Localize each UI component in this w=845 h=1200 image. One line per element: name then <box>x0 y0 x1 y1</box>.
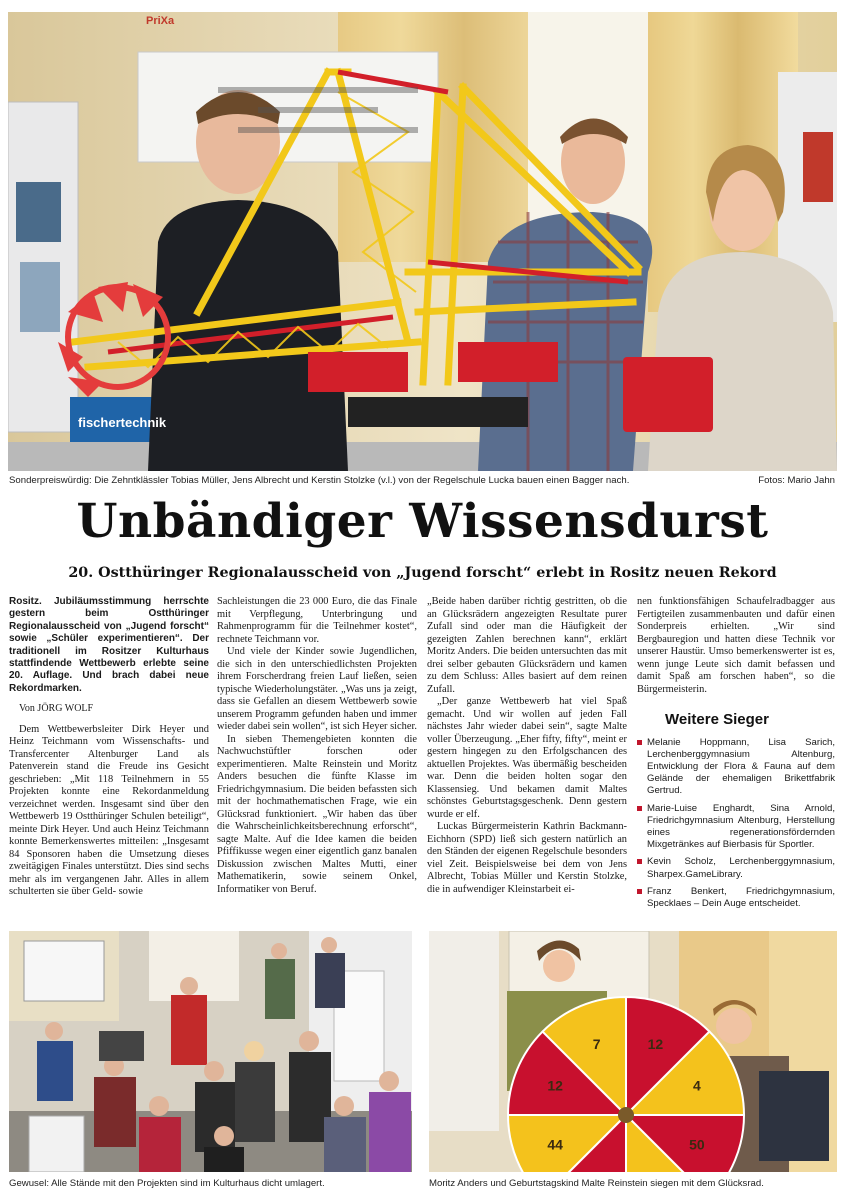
list-item <box>637 856 835 880</box>
article-paragraph: Luckas Bürgermeisterin Kathrin Backmann-Eichhorn (SPD) ließ sich gestern natürlich an den Ständen der eigenen Regelschule besonders viel Zeit. Beispielsweise bei dem von Jens Albrecht, Tobias Müller und Kerstin Stolzke, die in aufwendiger Kleinstarbeit ei- <box>427 821 627 895</box>
wheel-hub <box>618 1107 634 1123</box>
bullet-icon <box>637 889 642 894</box>
wheel-number: 50 <box>689 1136 705 1153</box>
list-item-text: Franz Benkert, Friedrichgymnasium, Specklaes – Dein Auge entscheidet. <box>647 885 835 909</box>
bottom-left-caption: Gewusel: Alle Stände mit den Projekten sind im Kulturhaus dicht umlagert. <box>9 1178 325 1189</box>
byline: Von JÖRG WOLF <box>19 703 94 715</box>
article-lead: Rositz. Jubiläumsstimmung herrschte gestern beim Ostthüringer Regionalausscheid von „Jugend forscht“ sowie „Schüler experimentieren“. Der traditionell im Rositzer Kulturhaus stattfindende Wettbewerb erlebte seine 20. Auflage. Und brach dabei neue Rekordmarken. <box>9 596 209 694</box>
article-column-1 <box>9 596 209 899</box>
wheel-number: 44 <box>547 1136 563 1153</box>
headline: Unbändiger Wissensdurst <box>76 494 769 549</box>
poster-logo: PriXa <box>146 15 175 27</box>
sidebar-title: Weitere Sieger <box>665 711 769 728</box>
article-paragraph: Dem Wettbewerbsleiter Dirk Heyer und Heinz Teichmann vom Wissenschafts- und Transfercenter Altenburger Land als Patenverein stand die Freude ins Gesicht geschrieben: „Mit 118 Teilnehmern in 55 Projekten konnte eine Rekordanmeldung verzeichnet werden. Insgesamt sind über den Wettbewerb 19 Ostthüringer Schulen beteiligt“, meinte Dirk Heyer. Und auch Heinz Teichmann konnte Bemerkenswertes mitteilen: „Insgesamt 84 Sponsoren haben die Umsetzung dieses zweitägigen Finales unterstützt. Dies sind sechs mehr als im vergangenen Jahr. Alles in allem schulterten sie über Geld- sowie <box>9 723 209 898</box>
article-paragraph: In sieben Themengebieten konnten die Nachwuchstüftler forschen oder experimentieren. Malte Reinstein und Moritz Anders besuchen die fünfte Klasse im Friedrichgymnasium. Die beiden befassten sich mit der hochmathematischen Frage, wie ein Glücksrad funktioniert. „Wir haben das über die Wahrscheinlichkeitsberechnung erforscht“, sagte Malte. Auf die Idee kamen die beiden Pfiffikusse wegen einer eigentlich ganz banalen Diskussion zwischen Maltes Mutti, einer Mathematikerin, sowie seinem Onkel, Informatiker von Beruf. <box>217 733 417 895</box>
photo-credit: Fotos: Mario Jahn <box>758 475 835 486</box>
article-paragraph: Sachleistungen die 23 000 Euro, die das Finale mit Verpflegung, Unterbringung und Rahmenprogramm für die Teilnehmer kostet“, rechnete Teichmann vor. <box>217 596 417 645</box>
article-column-4 <box>637 596 835 915</box>
winners-list <box>637 737 835 911</box>
bullet-icon <box>637 740 642 745</box>
list-item-text: Marie-Luise Enghardt, Sina Arnold, Friedrichgymnasium Altenburg, Herstellung eines regenerationsfördernden Mixgetränkes auf Bierbasis für Sportler. <box>647 802 835 851</box>
wheel-number: 12 <box>547 1077 563 1094</box>
fischertechnik-label: fischertechnik <box>78 415 167 430</box>
bottom-right-photo <box>429 931 837 1172</box>
article-column-3 <box>427 596 627 896</box>
luck-wheel <box>504 993 749 1172</box>
bullet-icon <box>637 859 642 864</box>
top-photo-caption: Sonderpreiswürdig: Die Zehntklässler Tobias Müller, Jens Albrecht und Kerstin Stolzke (v.l.) von der Regelschule Lucka bauen einen Bagger nach. <box>9 475 630 486</box>
wheel-segments <box>508 997 744 1172</box>
list-item-text: Kevin Scholz, Lerchenberggymnasium, Sharpex.GameLibrary. <box>647 856 835 880</box>
article-paragraph: nen funktionsfähigen Schaufelradbagger aus Fertigteilen zusammenbauten und dafür einen Sonderpreis erhielten. „Wir sind Bergbauregion und hatten diese Technik vor unserer Haustür. Umso bemerkenswerter ist es, wenn junge Leute sich damit befassen und damit Spaß am forschen haben“, so die Bürgermeisterin. <box>637 596 835 695</box>
bottom-left-photo <box>9 931 412 1172</box>
article-paragraph: „Der ganze Wettbewerb hat viel Spaß gemacht. Und wir wollen auf jeden Fall nächstes Jahr wieder dabei sein“, sagte Malte voller Überzeugung. „Eher fifty, fifty“, meint er gestern hingegen zu den Erfolgschancen des aktuellen Projektes. Was übermäßig bescheiden war. Denn die beiden holten sogar den Klassensieg. Und bekamen damit Maltes schönstes Geburtstagsgeschenk. Denn gestern wurde er elf. <box>427 696 627 820</box>
wheel-number: 12 <box>647 1036 664 1053</box>
bottom-right-caption: Moritz Anders und Geburtstagskind Malte Reinstein siegen mit dem Glücksrad. <box>429 1178 764 1189</box>
list-item <box>637 886 835 910</box>
top-photo <box>8 12 837 471</box>
list-item <box>637 737 835 798</box>
crowd-illustration <box>9 931 412 1172</box>
wheel-number: 7 <box>592 1036 601 1053</box>
article-paragraph: Und viele der Kinder sowie Jugendlichen, die sich in den unterschiedlichsten Projekten ihrem Forscherdrang freien Lauf ließen, seien typische Wiederholungstäter. „Was uns ja zeigt, dass sie Gefallen an diesem Wettbewerb sowie unserem Programm gefunden haben und immer wieder dabei sein wollen“, ist sich Heyer sicher. <box>217 646 417 732</box>
list-item-text: Melanie Hoppmann, Lisa Sarich, Lerchenberggymnasium Altenburg, Entwicklung der Flora & Fauna auf dem Gelände der ehemaligen Brikettfabrik Gertrud. <box>647 736 835 797</box>
wheel-number: 4 <box>692 1077 701 1094</box>
list-item <box>637 803 835 852</box>
bullet-icon <box>637 806 642 811</box>
article-column-2 <box>217 596 417 896</box>
article-paragraph: „Beide haben darüber richtig gestritten, ob die an Glücksrädern angezeigten Resultate purer Zufall sind oder man die Häufigkeit der gezeigten Zahlen berechnen kann“, erklärt Moritz Anders. Die beiden untersuchten das mit drei selber gebauten Glücksrädern und kamen zu dem Schluss: Alles basiert auf dem reinen Zufall. <box>427 596 627 695</box>
subheadline: 20. Ostthüringer Regionalausscheid von „Jugend forscht“ erlebt in Rositz neuen Rekord <box>68 565 777 581</box>
top-photo-illustration <box>8 12 837 471</box>
